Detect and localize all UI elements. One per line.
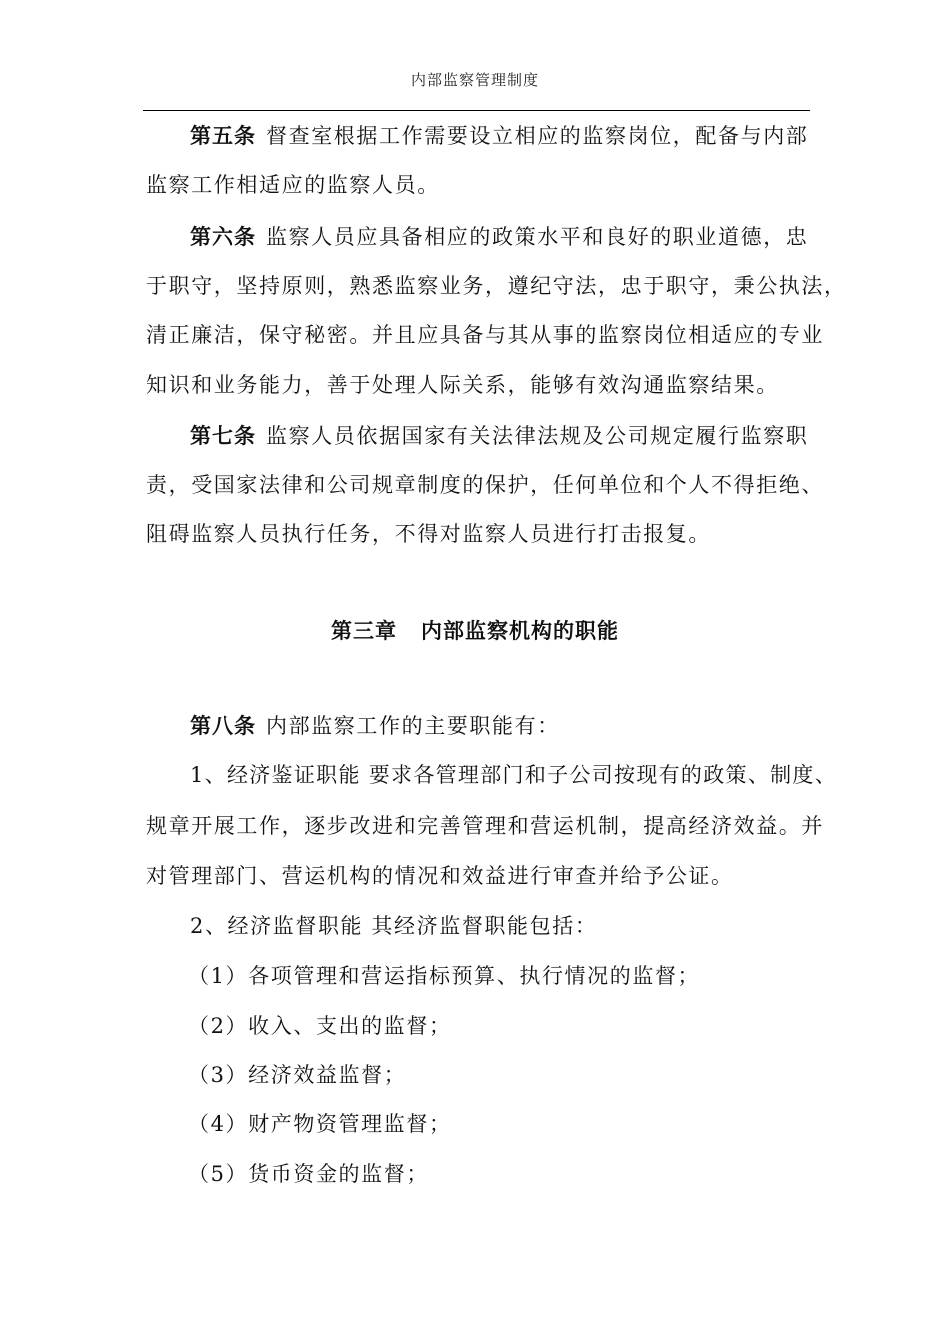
article-5-line-2: 监察工作相适应的监察人员。	[146, 173, 440, 197]
article-7-line-3: 阻碍监察人员执行任务，不得对监察人员进行打击报复。	[146, 522, 711, 546]
running-header: 内部监察管理制度	[410, 71, 539, 89]
sub-item-3: （3）经济效益监督；	[188, 1063, 407, 1087]
sub-item-1: （1）各项管理和营运指标预算、执行情况的监督；	[188, 964, 701, 988]
chapter-heading	[0, 614, 950, 648]
article-6-text-1: 监察人员应具备相应的政策水平和良好的职业道德，忠	[266, 225, 809, 249]
sub-item-4: （4）财产物资管理监督；	[188, 1112, 452, 1136]
article-6-line-2: 于职守，坚持原则，熟悉监察业务，遵纪守法，忠于职守，秉公执法，	[146, 274, 847, 298]
article-5-label: 第五条	[190, 124, 256, 148]
article-7-text-1: 监察人员依据国家有关法律法规及公司规定履行监察职	[266, 424, 809, 448]
chapter-title: 内部监察机构的职能	[421, 619, 619, 643]
sub-item-2: （2）收入、支出的监督；	[188, 1014, 452, 1038]
chapter-number: 第三章	[331, 619, 397, 643]
article-8-text-1: 内部监察工作的主要职能有：	[266, 714, 560, 738]
header-divider	[143, 110, 810, 111]
article-6-line-1	[0, 221, 950, 253]
article-6-line-3: 清正廉洁，保守秘密。并且应具备与其从事的监察岗位相适应的专业	[146, 323, 824, 347]
article-6-label: 第六条	[190, 225, 256, 249]
article-8-label: 第八条	[190, 714, 256, 738]
article-5-line-1	[0, 120, 950, 152]
item-2-line-1: 2、经济监督职能 其经济监督职能包括：	[190, 914, 598, 938]
item-1-line-2: 规章开展工作，逐步改进和完善管理和营运机制，提高经济效益。并	[146, 814, 824, 838]
article-8-line-1	[0, 710, 950, 742]
article-6-line-4: 知识和业务能力，善于处理人际关系，能够有效沟通监察结果。	[146, 373, 779, 397]
article-7-line-2: 责，受国家法律和公司规章制度的保护，任何单位和个人不得拒绝、	[146, 473, 824, 497]
sub-item-5: （5）货币资金的监督；	[188, 1162, 429, 1186]
article-5-text-1: 督查室根据工作需要设立相应的监察岗位，配备与内部	[266, 124, 809, 148]
item-1-line-3: 对管理部门、营运机构的情况和效益进行审查并给予公证。	[146, 864, 734, 888]
article-7-label: 第七条	[190, 424, 256, 448]
article-7-line-1	[0, 420, 950, 452]
item-1-line-1: 1、经济鉴证职能 要求各管理部门和子公司按现有的政策、制度、	[190, 763, 838, 787]
